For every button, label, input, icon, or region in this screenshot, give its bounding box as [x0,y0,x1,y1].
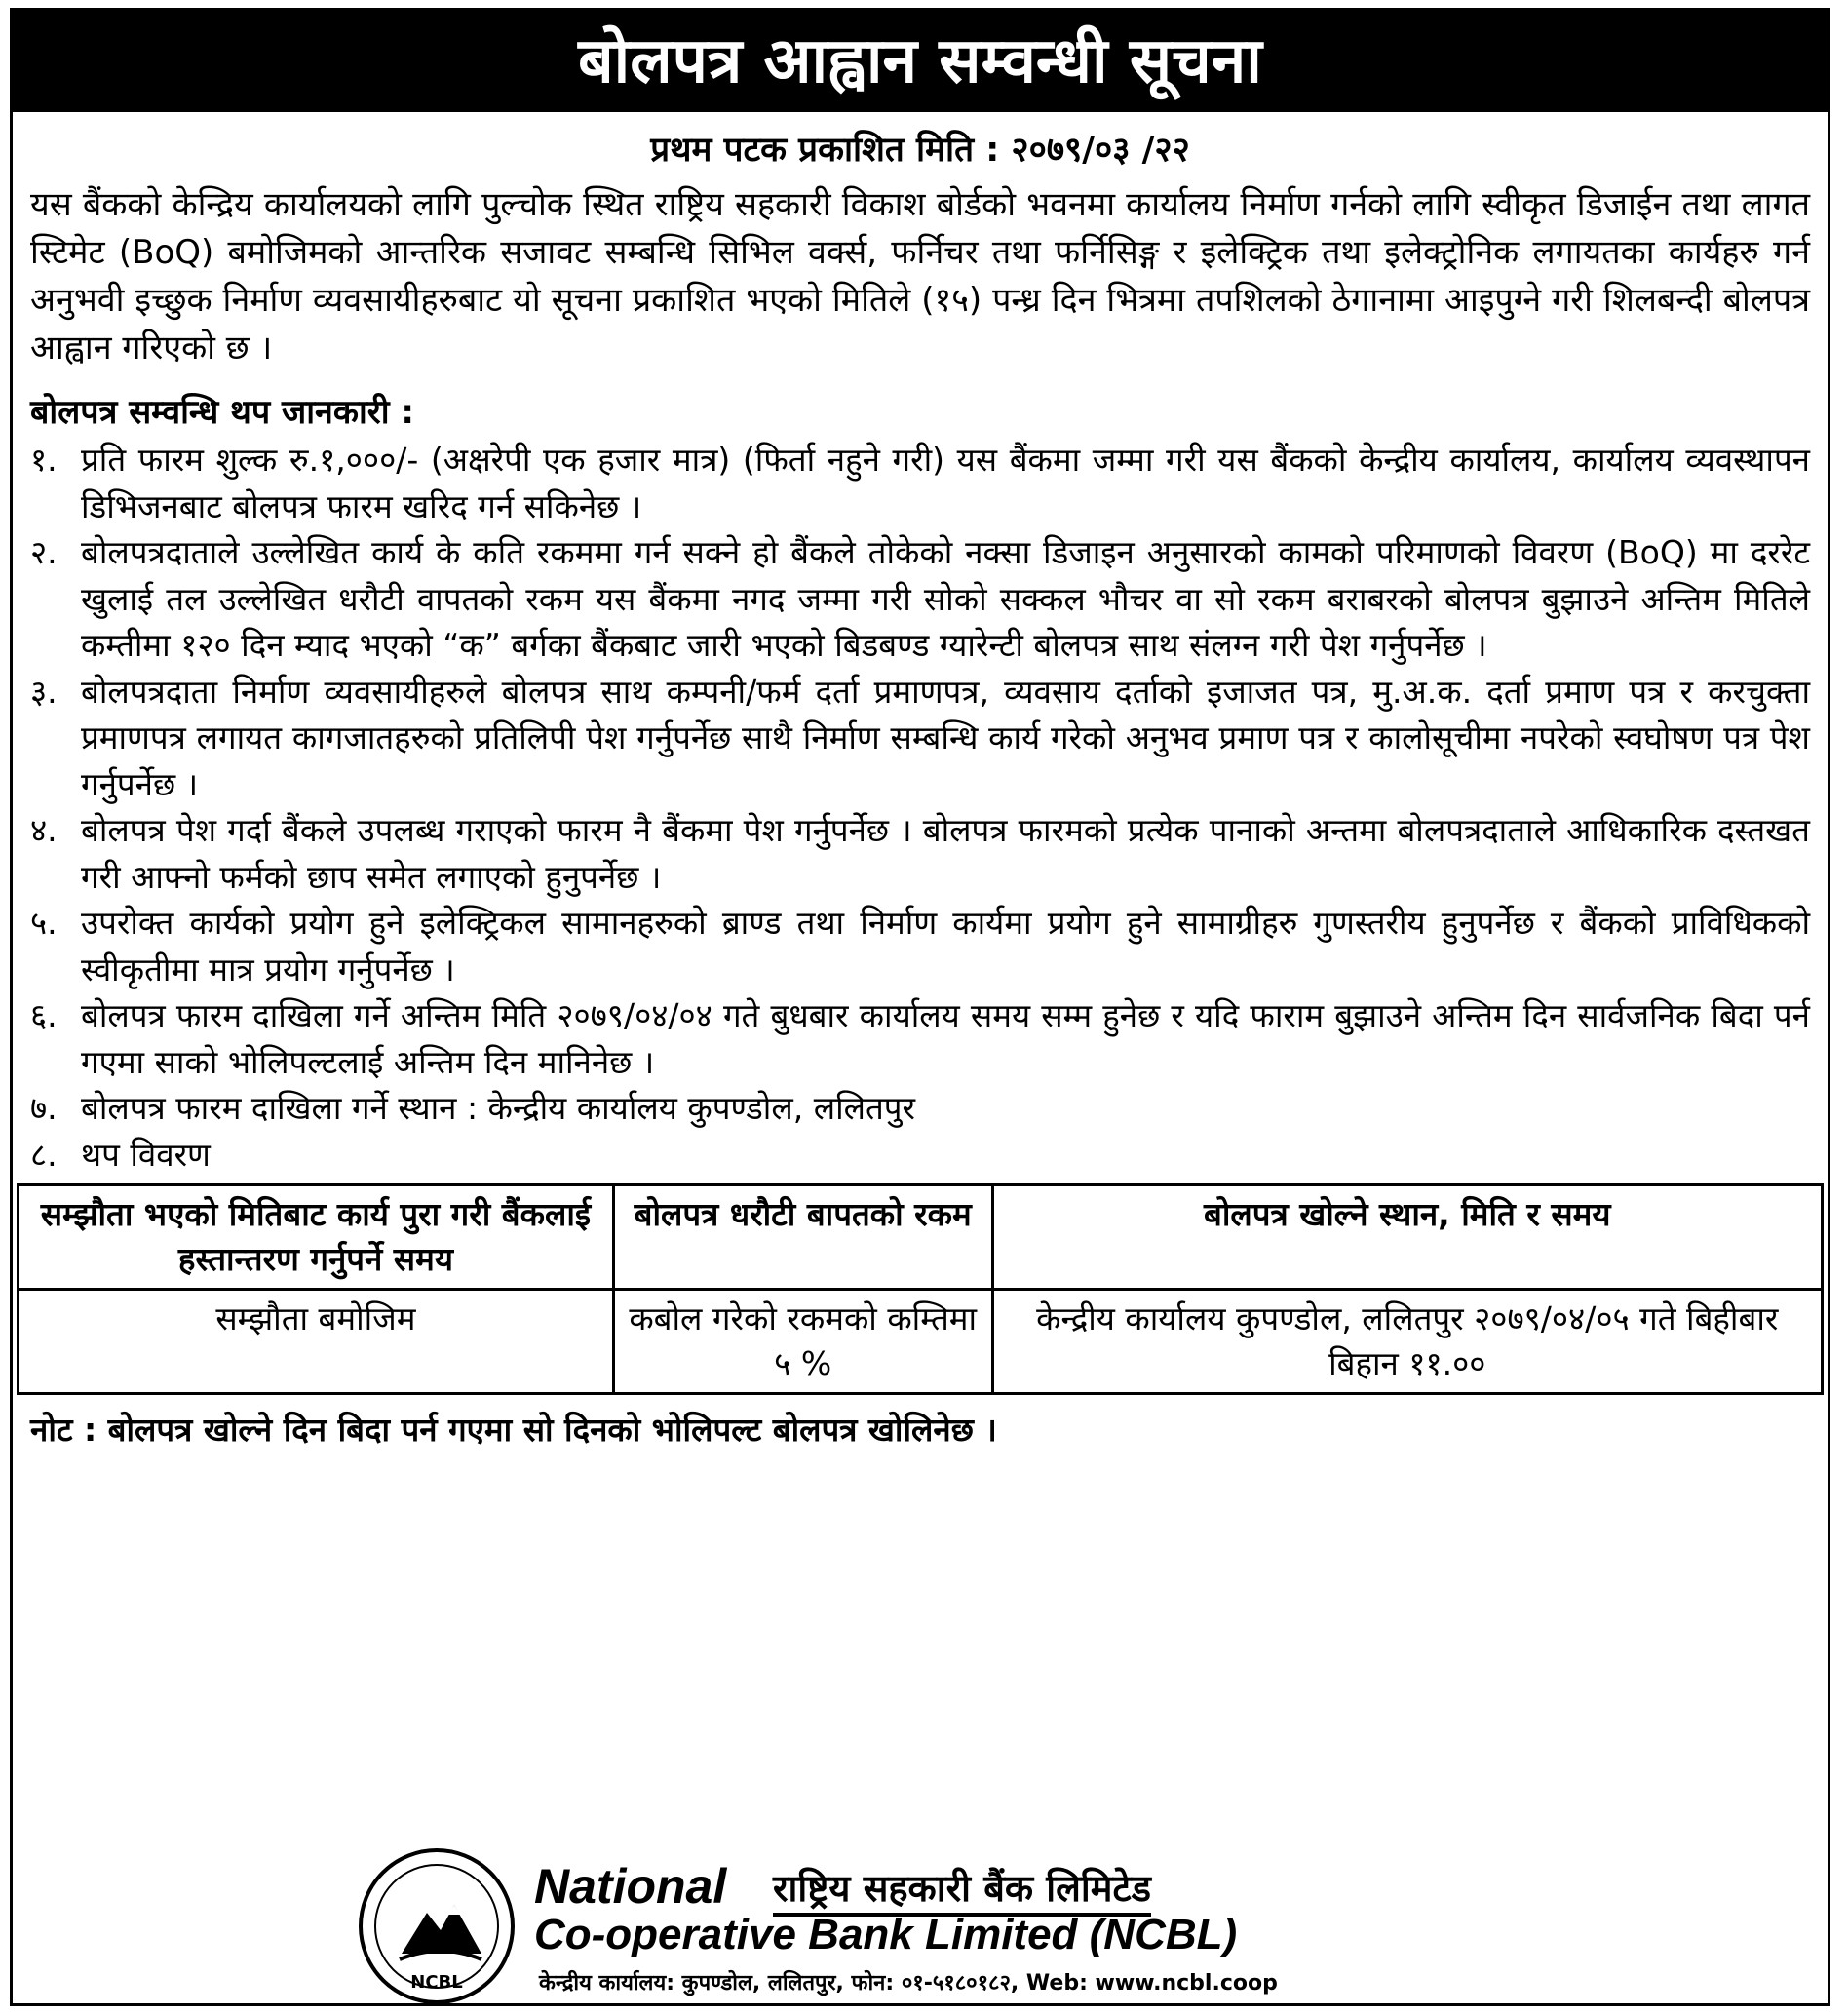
list-item [30,992,1810,1085]
list-item [30,529,1810,669]
notice-frame [10,8,1830,2006]
list-item-number: ५. [30,904,58,942]
list-item-text: बोलपत्र फारम दाखिला गर्ने स्थान : केन्द्रीय कार्यालय कुपण्डोल, ललितपुर [81,1089,916,1127]
list-item-number: ३. [30,672,58,711]
notice-title: बोलपत्र आह्वान सम्वन्धी सूचना [13,11,1828,112]
list-item-text: बोलपत्र पेश गर्दा बैंकले उपलब्ध गराएको फारम नै बैंकमा पेश गर्नुपर्नेछ । बोलपत्र फारमको प्रत्येक पानाको अन्तमा बोलपत्रदाताले आधिकारिक दस्तखत गरी आफ्नो फर्मको छाप समेत लगाएको हुनुपर्नेछ । [81,811,1810,896]
bank-name-en-line2: Co-operative Bank Limited (NCBL) [534,1911,1238,1958]
list-item-number: १. [30,441,58,479]
table-header-row [19,1185,1823,1290]
list-item [30,437,1810,529]
list-item-text: बोलपत्र फारम दाखिला गर्ने अन्तिम मिति २०७९/०४/०४ गते बुधबार कार्यालय समय सम्म हुनेछ र यदि फाराम बुझाउने अन्तिम दिन सार्वजनिक बिदा पर्न गएमा साको भोलिपल्टलाई अन्तिम दिन मानिनेछ । [81,996,1810,1081]
bank-contact: केन्द्रीय कार्यालय: कुपण्डोल, ललितपुर, फोन: ०१-५१८०१८२, Web: www.ncbl.coop [539,1971,1278,1996]
list-item-text: बोलपत्रदाताले उल्लेखित कार्य के कति रकममा गर्न सक्ने हो बैंकले तोकेको नक्सा डिजाइन अनुसारको कामको परिमाणको विवरण (BoQ) मा दररेट खुलाई तल उल्लेखित धरौटी वापतको रकम यस बैंकमा नगद जम्मा गरी सोको सक्कल भौचर वा सो रकम बराबरको बोलपत्र बुझाउने अन्तिम मितिले कम्तीमा १२० दिन म्याद भएको “क” बर्गका बैंकबाट जारी भएको बिडबण्ड ग्यारेन्टी बोलपत्र साथ संलग्न गरी पेश गर्नुपर्नेछ । [81,533,1810,664]
list-item-text: उपरोक्त कार्यको प्रयोग हुने इलेक्ट्रिकल सामानहरुको ब्राण्ड तथा निर्माण कार्यमा प्रयोग हुने सामाग्रीहरु गुणस्तरीय हुनुपर्नेछ र बैंकको प्राविधिकको स्वीकृतीमा मात्र प्रयोग गर्नुपर्नेछ । [81,904,1810,988]
table-header: सम्झौता भएको मितिबाट कार्य पुरा गरी बैंकलाई हस्तान्तरण गर्नुपर्ने समय [19,1185,614,1290]
list-item-number: ६. [30,996,58,1034]
list-item [30,807,1810,900]
details-table [17,1183,1824,1395]
section-heading: बोलपत्र सम्वन्धि थप जानकारी : [30,393,414,432]
published-date: प्रथम पटक प्रकाशित मिति : २०७९/०३ /२२ [650,131,1190,170]
list-item [30,900,1810,992]
seal-text: NCBL [410,1972,463,1993]
list-item-text: थप विवरण [81,1135,211,1174]
list-item-text: प्रति फारम शुल्क रु.१,०००/- (अक्षरेपी एक हजार मात्र) (फिर्ता नहुने गरी) यस बैंकमा जम्मा गरी यस बैंकको केन्द्रीय कार्यालय, कार्यालय व्यवस्थापन डिभिजनबाट बोलपत्र फारम खरिद गर्न सकिनेछ । [81,441,1810,525]
bank-footer [13,1848,1828,2004]
table-header: बोलपत्र खोल्ने स्थान, मिति र समय [992,1185,1822,1290]
list-item-number: ७. [30,1089,58,1127]
list-item-number: ८. [30,1135,58,1174]
bank-seal-icon [359,1848,515,2004]
list-item [30,669,1810,808]
intro-paragraph: यस बैंकको केन्द्रिय कार्यालयको लागि पुल्चोक स्थित राष्ट्रिय सहकारी विकाश बोर्डको भवनमा कार्यालय निर्माण गर्नको लागि स्वीकृत डिजाईन तथा लागत स्टिमेट (BoQ) बमोजिमको आन्तरिक सजावट सम्बन्धि सिभिल वर्क्स, फर्निचर तथा फर्निसिङ्ग र इलेक्ट्रिक तथा इलेक्ट्रोनिक लगायतका कार्यहरु गर्न अनुभवी इच्छुक निर्माण व्यवसायीहरुबाट यो सूचना प्रकाशित भएको मितिले (१५) पन्ध्र दिन भित्रमा तपशिलको ठेगानामा आइपुग्ने गरी शिलबन्दी बोलपत्र आह्वान गरिएको छ । [30,185,1810,368]
table-cell: सम्झौता बमोजिम [19,1290,614,1394]
table-cell: केन्द्रीय कार्यालय कुपण्डोल, ललितपुर २०७९/०४/०५ गते बिहीबार बिहान ११.०० [992,1290,1822,1394]
bank-name-nepali: राष्ट्रिय सहकारी बैंक लिमिटेड [773,1862,1151,1917]
list-item-number: २. [30,533,58,571]
mountain-icon [394,1891,487,1969]
bank-name-en-line1: National [534,1859,727,1914]
table-header: बोलपत्र धरौटी बापतको रकम [613,1185,992,1290]
list-item [30,1085,1810,1132]
info-list [30,437,1810,1178]
list-item-text: बोलपत्रदाता निर्माण व्यवसायीहरुले बोलपत्र साथ कम्पनी/फर्म दर्ता प्रमाणपत्र, व्यवसाय दर्ताको इजाजत पत्र, मु.अ.क. दर्ता प्रमाण पत्र र करचुक्ता प्रमाणपत्र लगायत कागजातहरुको प्रतिलिपी पेश गर्नुपर्नेछ साथै निर्माण सम्बन्धि कार्य गरेको अनुभव प्रमाण पत्र र कालोसूचीमा नपरेको स्वघोषण पत्र पेश गर्नुपर्नेछ । [81,672,1810,803]
list-item-number: ४. [30,811,58,849]
table-cell: कबोल गरेको रकमको कम्तिमा ५ % [613,1290,992,1394]
note-text: नोट : बोलपत्र खोल्ने दिन बिदा पर्न गएमा सो दिनको भोलिपल्ट बोलपत्र खोलिनेछ । [30,1411,997,1449]
table-row [19,1290,1823,1394]
list-item [30,1132,1810,1179]
